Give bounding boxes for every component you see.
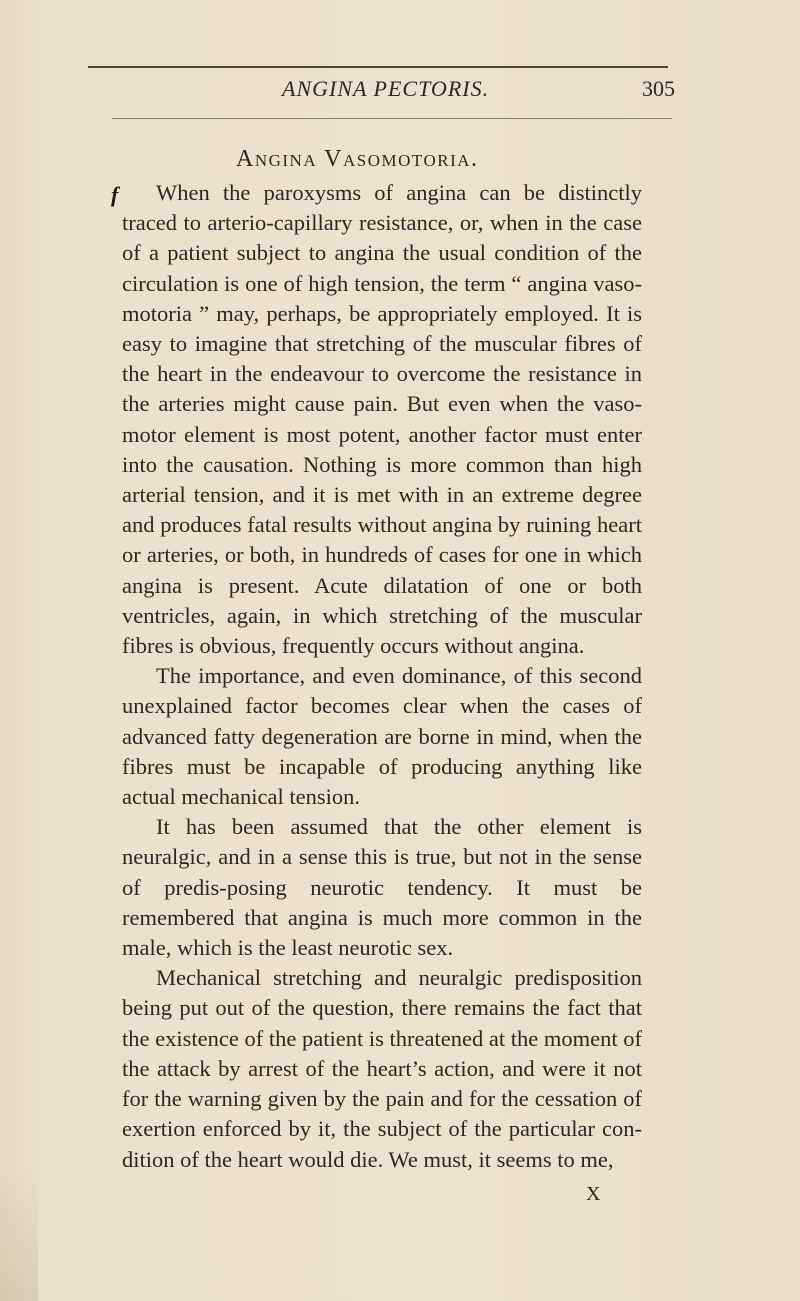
running-head: ANGINA PECTORIS. bbox=[282, 76, 490, 101]
top-rule bbox=[88, 66, 668, 68]
margin-mark: f bbox=[111, 182, 119, 207]
section-heading: Angina Vasomotoria. bbox=[236, 146, 479, 172]
paragraph-3: It has been assumed that the other element is neuralgic, and in a sense this is true, but not in the sense of predis-posing neurotic tendency. It must be remembered that angina is much more common in the male, which is the least neurotic sex. bbox=[122, 814, 642, 961]
body-text bbox=[122, 178, 642, 1175]
paragraph-1: When the paroxysms of angina can be distinctly traced to arterio-capillary resistance, or, when in the case of a patient subject to angina the usual condition of the circulation is one of high tension, the term “ angina vaso-motoria ” may, perhaps, be appropriately employed. It is easy to imagine that stretching of the muscular fibres of the heart in the endeavour to overcome the resistance in the arteries might cause pain. But even when the vaso-motor element is most potent, another factor must enter into the causation. Nothing is more common than high arterial tension, and it is met with in an extreme degree and produces fatal results without angina by ruining heart or arteries, or both, in hundreds of cases for one in which angina is present. Acute dilatation of one or both ventricles, again, in which stretching of the muscular fibres is obvious, frequently occurs without angina. bbox=[122, 180, 642, 659]
paragraph-4: Mechanical stretching and neuralgic predisposition being put out of the question, there remains the fact that the existence of the patient is threatened at the moment of the attack by arrest of the heart’s action, and were it not for the warning given by the pain and for the cessation of exertion enforced by it, the subject of the particular con-dition of the heart would die. We must, it seems to me, bbox=[122, 965, 642, 1172]
signature-mark: X bbox=[586, 1183, 601, 1205]
header-rule bbox=[112, 118, 672, 119]
page-number: 305 bbox=[642, 76, 675, 101]
paragraph-2: The importance, and even dominance, of this second unexplained factor becomes clear when the cases of advanced fatty degeneration are borne in mind, when the fibres must be incapable of producing anything like actual mechanical tension. bbox=[122, 663, 642, 810]
page-edge-shadow bbox=[0, 1170, 38, 1301]
